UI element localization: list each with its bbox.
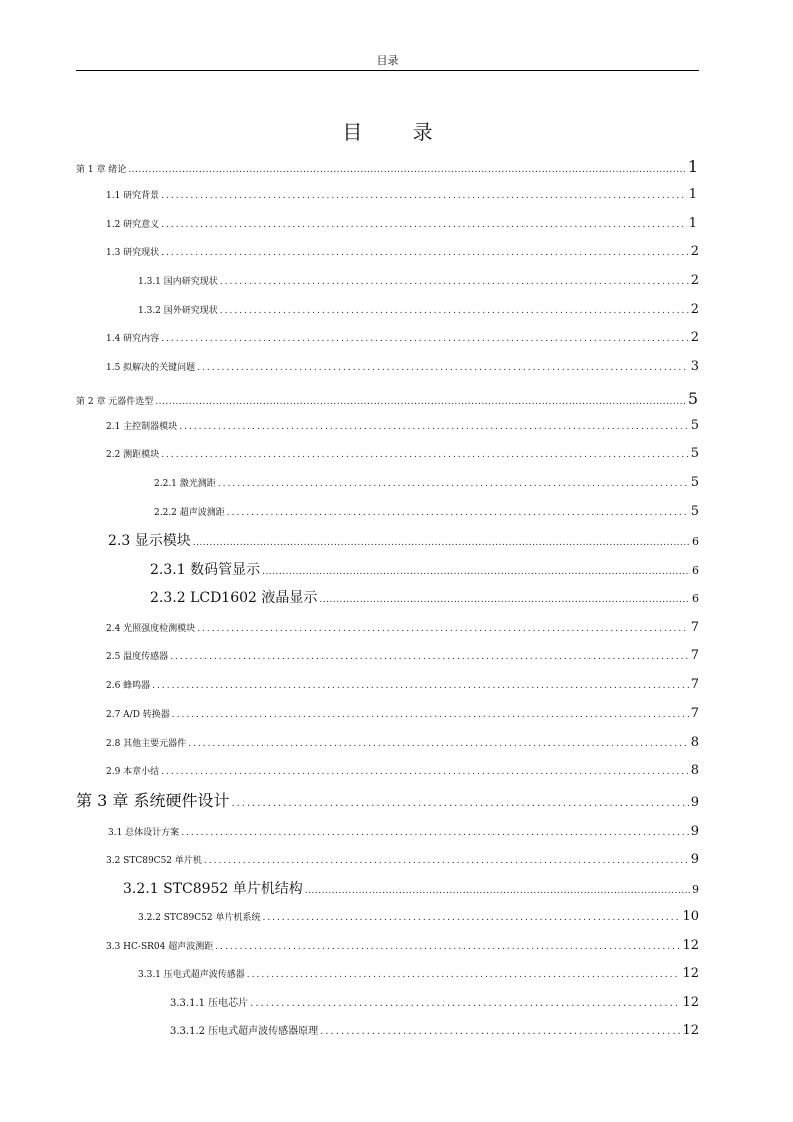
toc-entry[interactable]: [170, 994, 699, 1010]
toc-leader-dots: [220, 306, 689, 316]
toc-entry-page: 8: [690, 763, 699, 778]
toc-entry-label: 1.3.2 国外研究现状: [138, 306, 218, 316]
toc-entry-label: 2.1 主控制器模块: [106, 422, 178, 432]
toc-entry[interactable]: [106, 187, 697, 202]
toc-entry-page: 6: [692, 535, 699, 548]
toc-entry-label: 1.3.1 国内研究现状: [138, 277, 218, 287]
toc-entry-page: 5: [690, 446, 699, 461]
toc-entry-label: 2.6 蜂鸣器: [106, 681, 151, 691]
toc-entry-page: 1: [688, 216, 697, 231]
toc-entry-label: 3.3.1.2 压电式超声波传感器原理: [170, 1026, 319, 1037]
toc-entry-label: 第 2 章 元器件选型: [76, 397, 154, 407]
toc-entry-label: 1.5 拟解决的关键问题: [106, 363, 196, 373]
toc-leader-dots: [193, 538, 690, 548]
toc-entry-label: 1.1 研究背景: [106, 191, 160, 201]
toc-entry-label: 2.2.1 激光测距: [154, 479, 216, 489]
toc-entry[interactable]: [106, 677, 699, 692]
toc-entry[interactable]: [76, 157, 698, 176]
toc-entry-page: 6: [692, 592, 699, 605]
toc-entry[interactable]: [154, 504, 699, 519]
toc-entry[interactable]: [106, 620, 699, 635]
toc-leader-dots: [161, 334, 689, 344]
toc-entry-page: 12: [682, 938, 699, 953]
toc-leader-dots: [262, 913, 680, 923]
toc-leader-dots: [161, 191, 687, 201]
toc-leader-dots: [262, 567, 690, 577]
toc-entry-label: 1.4 研究内容: [106, 334, 160, 344]
toc-leader-dots: [227, 508, 689, 518]
toc-entry[interactable]: [106, 938, 699, 953]
toc-entry-page: 7: [690, 677, 699, 692]
toc-entry-page: 2: [690, 273, 699, 288]
toc-entry-page: 7: [690, 706, 699, 721]
toc-entry-label: 2.2.2 超声波测距: [154, 508, 225, 518]
toc-entry[interactable]: [138, 273, 699, 288]
toc-entry[interactable]: [106, 330, 699, 345]
header-text: 目录: [376, 54, 399, 67]
page-title: 目 录: [342, 120, 455, 144]
toc-leader-dots: [161, 450, 689, 460]
toc-leader-dots: [188, 739, 689, 749]
toc-entry-label: 3.3 HC-SR04 超声波测距: [106, 942, 214, 952]
toc-entry-page: 9: [692, 883, 699, 896]
toc-entry-label: 1.2 研究意义: [106, 220, 160, 230]
toc-entry[interactable]: [106, 446, 699, 461]
toc-entry-label: 第 1 章 绪论: [76, 165, 127, 175]
toc-entry-page: 1: [687, 157, 698, 176]
toc-leader-dots: [204, 856, 689, 866]
toc-leader-dots: [161, 767, 689, 777]
toc-entry-page: 8: [690, 735, 699, 750]
toc-entry-page: 7: [690, 620, 699, 635]
toc-entry[interactable]: [76, 788, 699, 811]
toc-entry-page: 6: [692, 564, 699, 577]
toc-entry[interactable]: [106, 648, 699, 663]
toc-entry-page: 12: [682, 995, 699, 1010]
toc-entry[interactable]: [108, 530, 699, 550]
toc-entry[interactable]: [154, 475, 699, 490]
toc-entry[interactable]: [106, 735, 699, 750]
toc-entry-label: 2.4 光照强度检测模块: [106, 624, 196, 634]
toc-entry-page: 7: [690, 648, 699, 663]
toc-entry[interactable]: [106, 244, 699, 259]
toc-leader-dots: [179, 422, 689, 432]
toc-entry-label: 第 3 章 系统硬件设计: [76, 791, 230, 810]
toc-entry[interactable]: [138, 302, 699, 317]
toc-entry-page: 5: [690, 504, 699, 519]
toc-entry-label: 3.2 STC89C52 单片机: [106, 856, 202, 866]
toc-leader-dots: [320, 1026, 680, 1037]
toc-leader-dots: [155, 397, 686, 407]
toc-entry-page: 12: [682, 1023, 699, 1038]
toc-leader-dots: [170, 652, 689, 662]
toc-entry-label: 2.3 显示模块: [108, 533, 191, 549]
toc-leader-dots: [197, 363, 689, 373]
toc-entry-page: 2: [690, 244, 699, 259]
toc-leader-dots: [220, 277, 689, 287]
toc-entry-label: 2.3.1 数码管显示: [150, 562, 261, 578]
toc-leader-dots: [305, 886, 690, 896]
toc-entry[interactable]: [106, 418, 699, 433]
toc-entry[interactable]: [76, 389, 698, 408]
toc-entry-label: 2.2 测距模块: [106, 450, 160, 460]
toc-entry[interactable]: [106, 706, 699, 721]
toc-entry[interactable]: [106, 763, 699, 778]
toc-entry-page: 5: [690, 418, 699, 433]
toc-entry-label: 3.2.2 STC89C52 单片机系统: [138, 913, 261, 923]
toc-entry-label: 1.3 研究现状: [106, 248, 160, 258]
toc-leader-dots: [128, 165, 686, 175]
toc-entry[interactable]: [106, 852, 699, 867]
toc-leader-dots: [247, 970, 681, 980]
toc-leader-dots: [215, 942, 680, 952]
toc-leader-dots: [218, 479, 689, 489]
toc-entry-page: 10: [682, 909, 699, 924]
toc-leader-dots: [161, 248, 689, 258]
toc-entry-label: 2.8 其他主要元器件: [106, 739, 187, 749]
toc-entry-page: 12: [682, 966, 699, 981]
toc-entry[interactable]: [106, 216, 697, 231]
toc-entry-page: 5: [690, 475, 699, 490]
toc-entry-label: 3.1 总体设计方案: [108, 828, 180, 838]
toc-entry-page: 9: [690, 795, 699, 810]
toc-entry[interactable]: [170, 1022, 699, 1038]
toc-entry-page: 1: [688, 187, 697, 202]
toc-leader-dots: [197, 624, 689, 634]
toc-entry-page: 2: [690, 330, 699, 345]
toc-entry-label: 2.9 本章小结: [106, 767, 160, 777]
toc-entry[interactable]: [138, 966, 699, 981]
toc-leader-dots: [181, 828, 689, 838]
toc-leader-dots: [231, 798, 688, 809]
toc-entry[interactable]: [123, 878, 699, 898]
toc-entry[interactable]: [150, 559, 699, 579]
toc-leader-dots: [172, 710, 689, 720]
toc-leader-dots: [319, 595, 690, 605]
toc-entry-label: 2.7 A/D 转换器: [106, 710, 170, 720]
toc-entry-page: 9: [690, 852, 699, 867]
toc-entry-page: 2: [690, 302, 699, 317]
toc-entry-label: 2.3.2 LCD1602 液晶显示: [150, 590, 318, 606]
toc-entry-page: 5: [687, 389, 698, 408]
toc-leader-dots: [250, 998, 680, 1009]
toc-entry[interactable]: [106, 359, 699, 374]
toc-entry-label: 3.3.1.1 压电芯片: [170, 998, 249, 1009]
toc-entry-page: 3: [690, 359, 699, 374]
toc-entry-label: 2.5 温度传感器: [106, 652, 169, 662]
toc-entry-page: 9: [690, 824, 699, 839]
toc-entry[interactable]: [138, 909, 699, 924]
toc-entry-label: 3.2.1 STC8952 单片机结构: [123, 881, 303, 897]
toc-entry-label: 3.3.1 压电式超声波传感器: [138, 970, 245, 980]
toc-leader-dots: [161, 220, 687, 230]
toc-leader-dots: [152, 681, 689, 691]
toc-entry[interactable]: [108, 824, 699, 839]
toc-entry[interactable]: [150, 587, 699, 607]
